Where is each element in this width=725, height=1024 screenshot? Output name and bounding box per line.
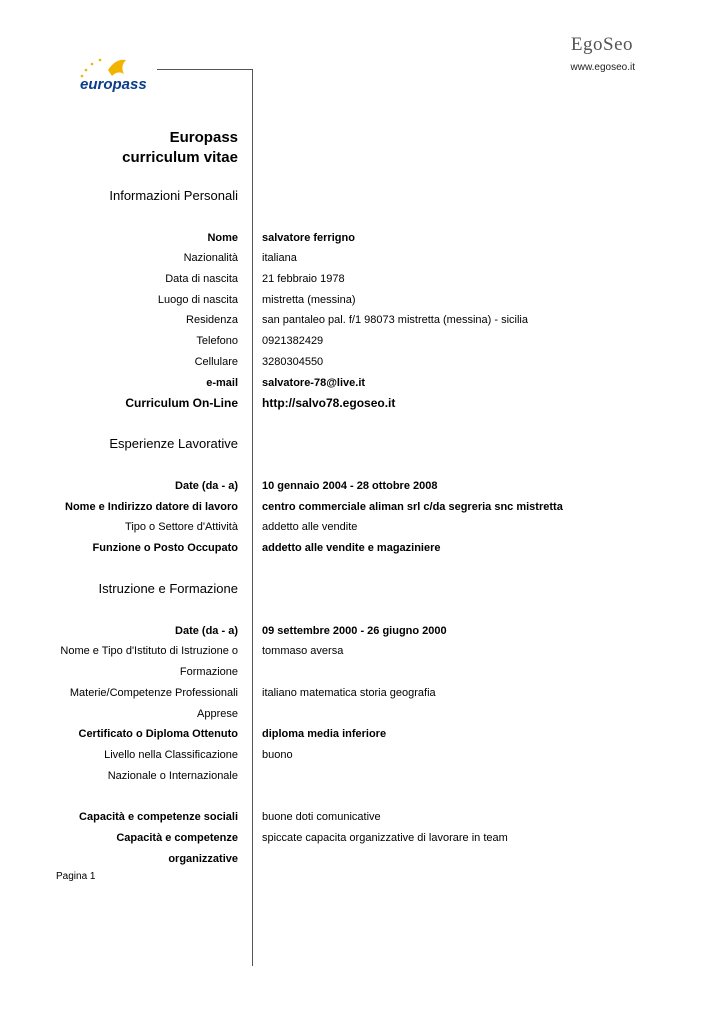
label-institute-2: Formazione bbox=[179, 666, 238, 678]
value-employer: centro commerciale aliman srl c/da segreria snc mistretta bbox=[262, 501, 563, 513]
label-sector: Tipo o Settore d'Attività bbox=[125, 521, 238, 533]
value-data-nascita: 21 febbraio 1978 bbox=[262, 273, 345, 285]
europass-logo bbox=[74, 54, 158, 98]
label-org-skills-2: organizzative bbox=[168, 853, 238, 865]
value-telefono: 0921382429 bbox=[262, 335, 324, 347]
value-org-skills: spiccate capacita organizzative di lavorare in team bbox=[262, 832, 508, 844]
value-nazionalita: italiana bbox=[262, 252, 297, 264]
label-level-1: Livello nella Classificazione bbox=[104, 749, 238, 761]
label-nome: Nome bbox=[207, 232, 238, 244]
label-subjects-1: Materie/Competenze Professionali bbox=[69, 687, 238, 699]
value-subjects: italiano matematica storia geografia bbox=[262, 687, 436, 699]
value-nome: salvatore ferrigno bbox=[262, 232, 355, 244]
label-employer: Nome e Indirizzo datore di lavoro bbox=[65, 501, 238, 513]
value-luogo-nascita: mistretta (messina) bbox=[262, 294, 356, 306]
value-level: buono bbox=[262, 749, 293, 761]
europass-wordmark: europass bbox=[80, 76, 147, 93]
label-social-skills: Capacità e competenze sociali bbox=[79, 811, 238, 823]
label-org-skills-1: Capacità e competenze bbox=[116, 832, 238, 844]
label-edu-date: Date (da - a) bbox=[175, 625, 238, 637]
label-cv-online: Curriculum On-Line bbox=[125, 396, 238, 410]
egoseo-logo: EgoSeo bbox=[570, 34, 633, 55]
label-email: e-mail bbox=[206, 377, 238, 389]
label-certificate: Certificato o Diploma Ottenuto bbox=[78, 728, 238, 740]
label-level-2: Nazionale o Internazionale bbox=[107, 770, 238, 782]
section-heading-personal: Informazioni Personali bbox=[109, 188, 238, 203]
header-rule bbox=[157, 69, 253, 70]
value-role: addetto alle vendite e magaziniere bbox=[262, 542, 441, 554]
value-edu-date: 09 settembre 2000 - 26 giugno 2000 bbox=[262, 625, 447, 637]
value-cv-online-link[interactable]: http://salvo78.egoseo.it bbox=[262, 396, 396, 410]
label-role: Funzione o Posto Occupato bbox=[92, 542, 238, 554]
section-heading-education: Istruzione e Formazione bbox=[98, 581, 238, 596]
label-work-date: Date (da - a) bbox=[175, 480, 238, 492]
label-nazionalita: Nazionalità bbox=[183, 252, 238, 264]
label-subjects-2: Apprese bbox=[197, 708, 238, 720]
value-email[interactable]: salvatore-78@live.it bbox=[262, 377, 366, 389]
page-number: Pagina 1 bbox=[56, 871, 96, 882]
value-certificate: diploma media inferiore bbox=[262, 728, 387, 740]
value-residenza: san pantaleo pal. f/1 98073 mistretta (messina) - sicilia bbox=[262, 314, 528, 326]
label-residenza: Residenza bbox=[186, 314, 238, 326]
site-url: www.egoseo.it bbox=[570, 62, 635, 73]
value-sector: addetto alle vendite bbox=[262, 521, 358, 533]
value-institute: tommaso aversa bbox=[262, 645, 344, 657]
cv-title-line1: Europass bbox=[169, 129, 238, 146]
value-work-date: 10 gennaio 2004 - 28 ottobre 2008 bbox=[262, 480, 438, 492]
label-luogo-nascita: Luogo di nascita bbox=[157, 294, 238, 306]
cv-title-line2: curriculum vitae bbox=[122, 149, 238, 166]
section-heading-work: Esperienze Lavorative bbox=[109, 436, 238, 451]
label-telefono: Telefono bbox=[196, 335, 238, 347]
value-cellulare: 3280304550 bbox=[262, 356, 324, 368]
label-institute-1: Nome e Tipo d'Istituto di Istruzione o bbox=[60, 645, 238, 657]
value-social-skills: buone doti comunicative bbox=[262, 811, 381, 823]
label-cellulare: Cellulare bbox=[194, 356, 238, 368]
column-divider bbox=[252, 69, 253, 966]
label-data-nascita: Data di nascita bbox=[165, 273, 238, 285]
